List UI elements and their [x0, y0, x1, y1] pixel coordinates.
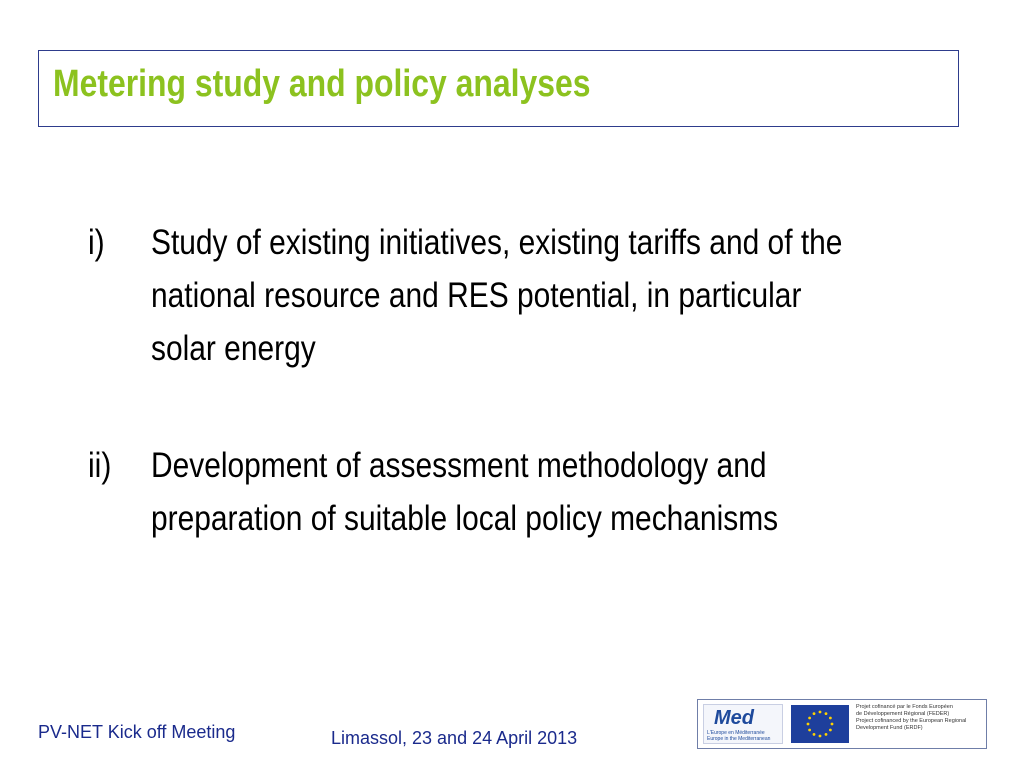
eu-star: [813, 712, 816, 715]
eu-star: [819, 735, 822, 738]
list-item-line: Study of existing initiatives, existing tariffs and of the: [151, 223, 843, 262]
list-item-text: [151, 439, 1006, 545]
med-logo-subtitle-line: Europe in the Mediterranean: [707, 736, 771, 742]
funding-logo-box: [697, 699, 987, 749]
list-item-line: solar energy: [151, 329, 316, 368]
eu-star: [807, 723, 810, 726]
eu-star: [829, 717, 832, 720]
med-logo-word: Med: [714, 707, 754, 729]
list-item-line: Development of assessment methodology and: [151, 446, 767, 485]
footer-event-name: PV-NET Kick off Meeting: [38, 722, 236, 742]
eu-star: [831, 723, 834, 726]
eu-star: [813, 733, 816, 736]
list-item-text: [151, 216, 1006, 375]
eu-funding-line: Development Fund (ERDF): [856, 725, 923, 731]
eu-star: [825, 733, 828, 736]
eu-funding-line: Project cofinanced by the European Regional: [856, 718, 967, 724]
title-box: [38, 50, 959, 127]
footer-location-date: Limassol, 23 and 24 April 2013: [331, 728, 578, 748]
eu-star: [808, 729, 811, 732]
med-logo: [703, 704, 783, 744]
eu-flag-icon: [791, 705, 849, 743]
list-item-number: i): [88, 223, 105, 262]
eu-star: [829, 729, 832, 732]
eu-funding-line: Projet cofinancé par le Fonds Européen: [856, 704, 953, 710]
slide-title: Metering study and policy analyses: [53, 63, 591, 105]
med-logo-subtitle: [707, 730, 770, 742]
list-item-line: preparation of suitable local policy mechanisms: [151, 499, 779, 538]
med-logo-subtitle-line: L'Europe en Méditerranée: [707, 730, 765, 736]
list-item-number: ii): [88, 446, 112, 485]
eu-funding-line: de Développement Régional (FEDER): [856, 711, 950, 717]
eu-stars-icon: [791, 705, 849, 743]
eu-star: [808, 717, 811, 720]
list-item-line: national resource and RES potential, in particular: [151, 276, 802, 315]
eu-star: [825, 712, 828, 715]
eu-star: [819, 711, 822, 714]
eu-funding-text: [856, 704, 984, 732]
